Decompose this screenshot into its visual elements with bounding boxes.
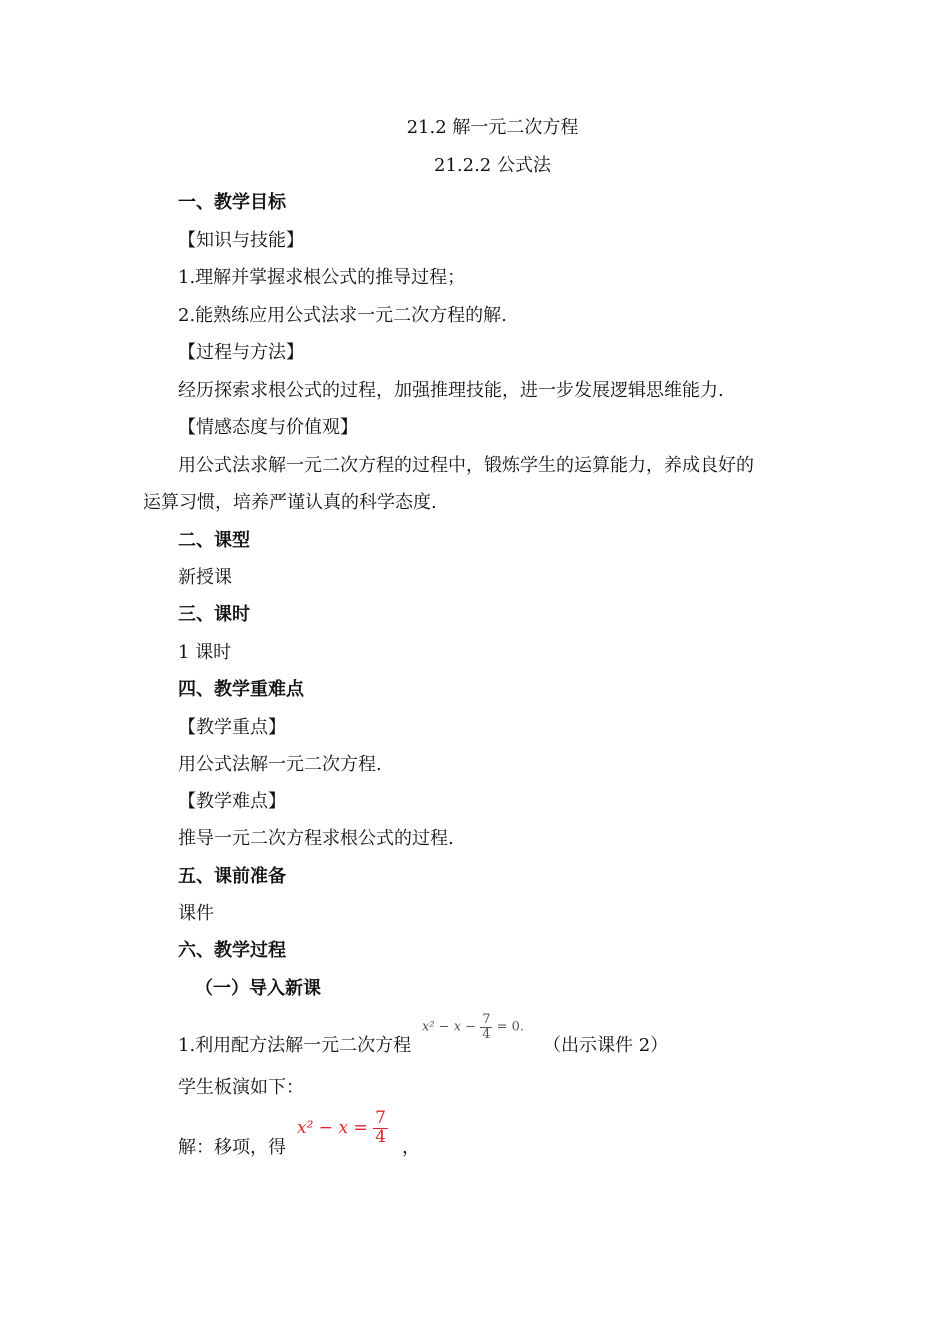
solution-suffix: ， <box>402 1137 420 1158</box>
solution-equation-denominator: 4 <box>375 1126 386 1147</box>
section-heading-lesson-type: 二、课型 <box>178 530 250 551</box>
label-knowledge-skills: 【知识与技能】 <box>178 230 304 251</box>
equation-1-rhs: = 0. <box>496 1019 525 1035</box>
equation-1-lhs: x² − x − <box>422 1019 477 1035</box>
question-1-suffix: （出示课件 2） <box>543 1035 669 1056</box>
equation-1-denominator: 4 <box>482 1026 491 1042</box>
label-difficult-point: 【教学难点】 <box>178 791 286 812</box>
emotion-text-line-1: 用公式法求解一元二次方程的过程中，锻炼学生的运算能力，养成良好的 <box>178 455 754 476</box>
section-heading-objectives: 一、教学目标 <box>178 192 286 213</box>
solution-equation-fraction <box>373 1110 388 1147</box>
subsection-heading-introduction: （一）导入新课 <box>195 978 321 999</box>
solution-equation-lhs: x² − x = <box>297 1117 368 1138</box>
lesson-type-text: 新授课 <box>178 567 232 588</box>
label-emotion-values: 【情感态度与价值观】 <box>178 417 358 438</box>
solution-equation <box>297 1110 388 1147</box>
emotion-text-line-2: 运算习惯，培养严谨认真的科学态度. <box>143 492 437 513</box>
objective-item-1: 1.理解并掌握求根公式的推导过程； <box>178 267 466 288</box>
key-point-text: 用公式法解一元二次方程. <box>178 754 382 775</box>
solution-prefix: 解：移项，得 <box>178 1137 286 1158</box>
preparation-text: 课件 <box>178 903 214 924</box>
objective-item-2: 2.能熟练应用公式法求一元二次方程的解. <box>178 305 507 326</box>
solution-equation-numerator: 7 <box>375 1108 386 1128</box>
board-work-text: 学生板演如下： <box>178 1077 304 1098</box>
question-1-prefix: 1.利用配方法解一元二次方程 <box>178 1035 412 1056</box>
label-key-point: 【教学重点】 <box>178 717 286 738</box>
page-title: 21.2 解一元二次方程 <box>406 117 579 138</box>
difficult-point-text: 推导一元二次方程求根公式的过程. <box>178 828 454 849</box>
equation-1 <box>422 1013 524 1041</box>
class-hours-text: 1 课时 <box>178 642 232 663</box>
section-heading-teaching-process: 六、教学过程 <box>178 940 286 961</box>
label-process-method: 【过程与方法】 <box>178 342 304 363</box>
section-heading-preparation: 五、课前准备 <box>178 866 286 887</box>
page-subtitle: 21.2.2 公式法 <box>434 155 551 176</box>
section-heading-class-hours: 三、课时 <box>178 604 250 625</box>
process-text: 经历探索求根公式的过程，加强推理技能，进一步发展逻辑思维能力. <box>178 380 724 401</box>
equation-1-numerator: 7 <box>482 1012 491 1027</box>
section-heading-key-difficult: 四、教学重难点 <box>178 679 304 700</box>
equation-1-fraction <box>480 1013 492 1041</box>
